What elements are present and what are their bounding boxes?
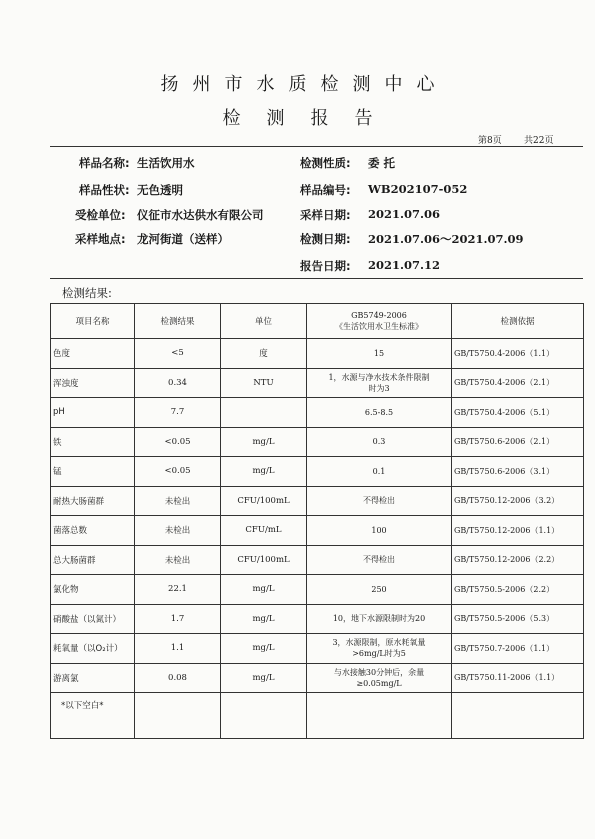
table-row	[51, 575, 584, 605]
empty-cell	[221, 693, 307, 739]
cell-standard: 3，水源限制，原水耗氧量>6mg/L时为5	[307, 634, 452, 664]
cell-method: GB/T5750.7-2006（1.1）	[452, 634, 584, 664]
cell-item: 耗氧量（以O₂计）	[51, 634, 135, 664]
cell-standard: 与水接触30分钟后，余量≥0.05mg/L	[307, 663, 452, 693]
test-date: 2021.07.06～2021.07.09	[368, 232, 524, 246]
report-title: 检测报告	[222, 108, 399, 129]
table-header-row	[51, 304, 584, 339]
sample-state: 无色透明	[137, 183, 183, 197]
col-header-standard	[307, 304, 452, 339]
cell-method: GB/T5750.6-2006（2.1）	[452, 427, 584, 457]
cell-result: <0.05	[135, 427, 221, 457]
cell-standard: 0.1	[307, 457, 452, 487]
table-row-blank	[51, 693, 584, 739]
cell-method: GB/T5750.6-2006（3.1）	[452, 457, 584, 487]
sampling-site: 龙河街道（送样）	[137, 232, 229, 246]
cell-result: 22.1	[135, 575, 221, 605]
sample-no-label: 样品编号:	[300, 183, 351, 197]
institution-name: 扬州市水质检测中心	[160, 74, 449, 95]
cell-unit: mg/L	[221, 634, 307, 664]
cell-result: 1.1	[135, 634, 221, 664]
cell-standard: 100	[307, 516, 452, 546]
cell-standard: 15	[307, 339, 452, 369]
cell-result: 未检出	[135, 486, 221, 516]
sample-no: WB202107-052	[368, 182, 468, 196]
sample-name: 生活饮用水	[137, 156, 195, 170]
sample-name-label: 样品名称:	[79, 156, 130, 170]
cell-unit: mg/L	[221, 575, 307, 605]
end-note-cell	[51, 693, 135, 739]
table-row	[51, 545, 584, 575]
cell-result: 0.34	[135, 368, 221, 398]
cell-unit: mg/L	[221, 663, 307, 693]
cell-method: GB/T5750.4-2006（1.1）	[452, 339, 584, 369]
cell-method: GB/T5750.4-2006（5.1）	[452, 398, 584, 428]
cell-unit: mg/L	[221, 427, 307, 457]
sampling-site-label: 采样地点:	[75, 232, 126, 246]
report-date-label: 报告日期:	[300, 259, 351, 273]
table-row	[51, 663, 584, 693]
cell-unit	[221, 398, 307, 428]
cell-item: 氯化物	[51, 575, 135, 605]
table-row	[51, 634, 584, 664]
table-row	[51, 368, 584, 398]
report-date: 2021.07.12	[368, 258, 441, 272]
standard-code: GB5749-2006	[351, 311, 407, 320]
results-table	[50, 303, 584, 739]
sample-state-label: 样品性状:	[79, 183, 130, 197]
empty-cell	[452, 693, 584, 739]
cell-method: GB/T5750.12-2006（1.1）	[452, 516, 584, 546]
cell-result: 7.7	[135, 398, 221, 428]
table-row	[51, 398, 584, 428]
cell-unit: NTU	[221, 368, 307, 398]
cell-result: 1.7	[135, 604, 221, 634]
col-header-unit: 单位	[221, 304, 307, 339]
empty-cell	[307, 693, 452, 739]
page-current: 第8页	[478, 136, 502, 146]
cell-item: 菌落总数	[51, 516, 135, 546]
empty-cell	[135, 693, 221, 739]
col-header-item: 项目名称	[51, 304, 135, 339]
cell-method: GB/T5750.5-2006（5.3）	[452, 604, 584, 634]
cell-unit: mg/L	[221, 457, 307, 487]
page-total: 共22页	[524, 136, 554, 146]
cell-unit: CFU/100mL	[221, 486, 307, 516]
cell-standard: 6.5-8.5	[307, 398, 452, 428]
test-nature: 委 托	[368, 156, 396, 170]
table-row	[51, 427, 584, 457]
cell-method: GB/T5750.12-2006（3.2）	[452, 486, 584, 516]
col-header-method: 检测依据	[452, 304, 584, 339]
cell-standard: 不得检出	[307, 545, 452, 575]
cell-standard: 1，水源与净水技术条件限制时为3	[307, 368, 452, 398]
cell-item: 耐热大肠菌群	[51, 486, 135, 516]
cell-unit: mg/L	[221, 604, 307, 634]
end-note: *以下空白*	[61, 701, 104, 711]
cell-standard: 0.3	[307, 427, 452, 457]
cell-method: GB/T5750.11-2006（1.1）	[452, 663, 584, 693]
cell-result: 未检出	[135, 545, 221, 575]
client-name: 仪征市水达供水有限公司	[137, 208, 264, 222]
cell-method: GB/T5750.4-2006（2.1）	[452, 368, 584, 398]
table-row	[51, 486, 584, 516]
cell-method: GB/T5750.12-2006（2.2）	[452, 545, 584, 575]
cell-result: 0.08	[135, 663, 221, 693]
cell-standard: 10，地下水源限制时为20	[307, 604, 452, 634]
table-row	[51, 516, 584, 546]
test-nature-label: 检测性质:	[300, 156, 351, 170]
sampling-date-label: 采样日期:	[300, 208, 351, 222]
cell-result: 未检出	[135, 516, 221, 546]
cell-item: 锰	[51, 457, 135, 487]
cell-item: 硝酸盐（以氮计）	[51, 604, 135, 634]
cell-item: 浑浊度	[51, 368, 135, 398]
cell-unit: 度	[221, 339, 307, 369]
standard-name: 《生活饮用水卫生标准》	[335, 322, 423, 331]
cell-method: GB/T5750.5-2006（2.2）	[452, 575, 584, 605]
col-header-result: 检测结果	[135, 304, 221, 339]
cell-result: <5	[135, 339, 221, 369]
header-rule	[50, 146, 583, 147]
test-date-label: 检测日期:	[300, 232, 351, 246]
cell-unit: CFU/mL	[221, 516, 307, 546]
cell-item: pH	[51, 398, 135, 428]
cell-item: 游离氯	[51, 663, 135, 693]
results-section-label: 检测结果:	[62, 286, 112, 300]
table-row	[51, 457, 584, 487]
cell-result: <0.05	[135, 457, 221, 487]
info-rule	[50, 278, 583, 279]
table-row	[51, 339, 584, 369]
table-row	[51, 604, 584, 634]
cell-item: 铁	[51, 427, 135, 457]
cell-item: 色度	[51, 339, 135, 369]
cell-standard: 250	[307, 575, 452, 605]
cell-item: 总大肠菌群	[51, 545, 135, 575]
client-label: 受检单位:	[75, 208, 126, 222]
sampling-date: 2021.07.06	[368, 207, 441, 221]
cell-standard: 不得检出	[307, 486, 452, 516]
cell-unit: CFU/100mL	[221, 545, 307, 575]
